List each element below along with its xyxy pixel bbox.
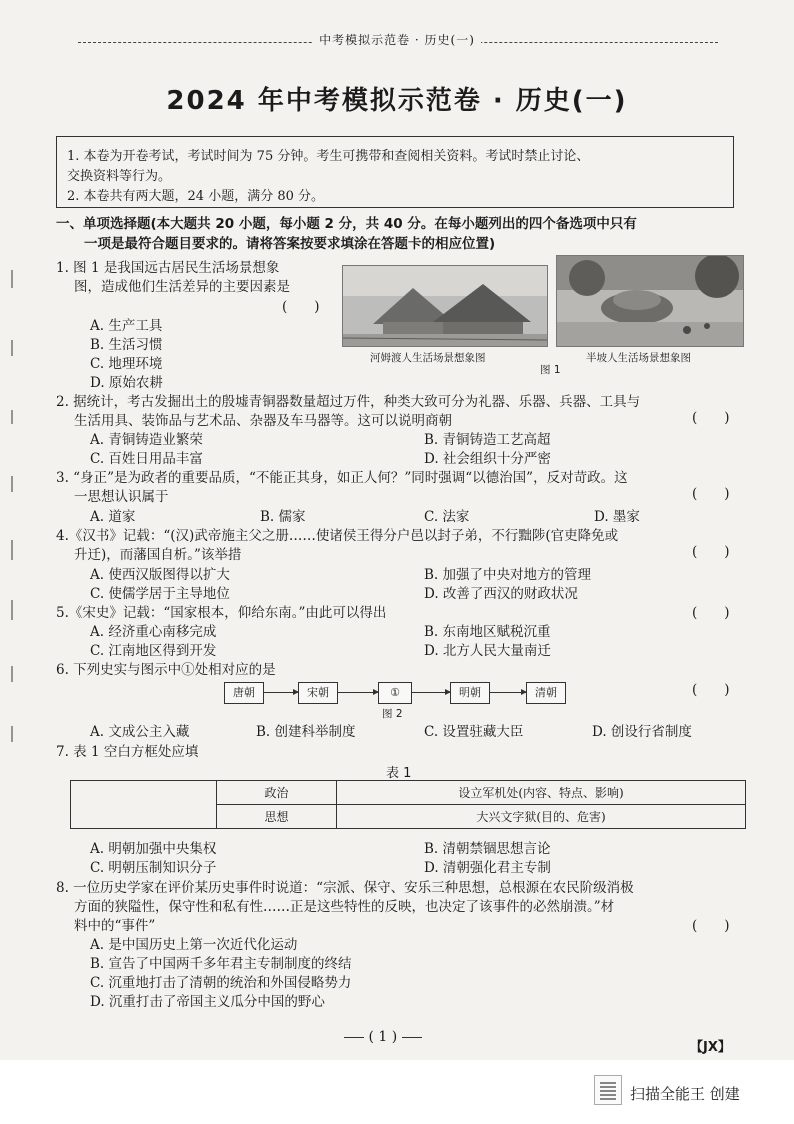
q4-option-d: D. 改善了西汉的财政状况 (424, 586, 578, 602)
flow-box-ming: 明朝 (450, 682, 490, 704)
table-row (71, 781, 746, 805)
q8-stem-3: 料中的“事件” (74, 918, 156, 934)
q2-option-a: A. 青铜铸造业繁荣 (90, 432, 203, 448)
flow-box-song: 宋朝 (298, 682, 338, 704)
section-1-line-2: 一项是最符合题目要求的。请将答案按要求填涂在答题卡的相应位置) (84, 236, 496, 252)
q3-option-c: C. 法家 (424, 509, 470, 525)
table-blank-cell (71, 781, 217, 829)
q7-option-a: A. 明朝加强中央集权 (90, 841, 217, 857)
q7-stem-1: 7. 表 1 空白方框处应填 (56, 744, 199, 760)
q8-option-d: D. 沉重打击了帝国主义瓜分中国的野心 (90, 994, 325, 1010)
q6-option-d: D. 创设行省制度 (592, 724, 692, 740)
q3-stem-1: 3. “身正”是为政者的重要品质，“不能正其身，如正人何？”同时强调“以德治国”，反对苛政。这 (56, 470, 628, 486)
flow-arrow-3 (412, 692, 450, 693)
q4-option-b: B. 加强了中央对地方的管理 (424, 567, 592, 583)
q3-option-d: D. 墨家 (594, 509, 640, 525)
code-mark: 【JX】 (690, 1040, 731, 1055)
q1-option-d: D. 原始农耕 (90, 375, 163, 391)
q6-answer-paren: ( ) (692, 682, 730, 698)
section-1-heading (56, 214, 746, 254)
camscanner-logo-icon (594, 1075, 622, 1105)
q8-option-a: A. 是中国历史上第一次近代化运动 (90, 937, 298, 953)
q5-answer-paren: ( ) (692, 605, 730, 621)
q2-answer-paren: ( ) (692, 410, 730, 426)
q2-stem-2: 生活用具、装饰品与艺术品、杂器及车马器等。这可以说明商朝 (74, 413, 452, 429)
q2-option-d: D. 社会组织十分严密 (424, 451, 551, 467)
q8-stem-1: 8. 一位历史学家在评价某历史事件时说道：“宗派、保守、安乐三种思想，总根源在农民阶级消极 (56, 880, 634, 896)
q5-option-c: C. 江南地区得到开发 (90, 643, 217, 659)
q6-option-c: C. 设置驻藏大臣 (424, 724, 524, 740)
q8-option-b: B. 宣告了中国两千多年君主专制制度的终结 (90, 956, 352, 972)
notice-line-2: 交换资料等行为。 (67, 169, 172, 184)
q3-option-b: B. 儒家 (260, 509, 306, 525)
q1-option-a: A. 生产工具 (90, 318, 163, 334)
page-number: ( 1 ) (344, 1029, 422, 1045)
page-number-value: 1 (378, 1029, 388, 1045)
q4-answer-paren: ( ) (692, 544, 730, 560)
flow-box-qing: 清朝 (526, 682, 566, 704)
notice-line-3: 2. 本卷共有两大题，24 小题，满分 80 分。 (67, 189, 325, 204)
q5-option-d: D. 北方人民大量南迁 (424, 643, 551, 659)
q4-option-c: C. 使儒学居于主导地位 (90, 586, 230, 602)
q4-stem-2: 升迁)，而藩国自析。”该举措 (74, 547, 242, 563)
q1-caption-right: 半坡人生活场景想象图 (586, 352, 691, 364)
q1-answer-paren: ( ) (282, 299, 320, 315)
table-1 (70, 780, 746, 829)
table-cell-thought: 思想 (217, 805, 337, 829)
q3-stem-2: 一思想认识属于 (74, 489, 169, 505)
q8-stem-2: 方面的狭隘性，保守性和私有性……正是这些特性的反映，也决定了该事件的必然崩溃。”材 (74, 899, 615, 915)
q1-stem-1: 1. 图 1 是我国远古居民生活场景想象 (56, 260, 280, 276)
q6-option-b: B. 创建科举制度 (256, 724, 356, 740)
q7-option-d: D. 清朝强化君主专制 (424, 860, 551, 876)
page-title: 2024 年中考模拟示范卷 · 历史(一) (166, 86, 628, 116)
q2-option-b: B. 青铜铸造工艺高超 (424, 432, 551, 448)
q8-option-c: C. 沉重地打击了清朝的统治和外国侵略势力 (90, 975, 352, 991)
table-cell-politics: 政治 (217, 781, 337, 805)
q1-caption-left: 河姆渡人生活场景想象图 (370, 352, 486, 364)
section-1-line-1: 一、单项选择题(本大题共 20 小题，每小题 2 分，共 40 分。在每小题列出的四个备选项中只有 (56, 216, 637, 232)
q4-option-a: A. 使西汉版图得以扩大 (90, 567, 230, 583)
q6-option-a: A. 文成公主入藏 (90, 724, 190, 740)
flow-arrow-4 (490, 692, 526, 693)
flow-arrow-2 (338, 692, 378, 693)
q3-answer-paren: ( ) (692, 486, 730, 502)
q7-option-c: C. 明朝压制知识分子 (90, 860, 217, 876)
q1-option-b: B. 生活习惯 (90, 337, 163, 353)
q2-option-c: C. 百姓日用品丰富 (90, 451, 203, 467)
table-cell-junjichu: 设立军机处(内容、特点、影响) (337, 781, 746, 805)
q1-figure-label: 图 1 (540, 364, 561, 376)
table-cell-wenziyu: 大兴文字狱(目的、危害) (337, 805, 746, 829)
q3-option-a: A. 道家 (90, 509, 136, 525)
exam-notice-box (56, 136, 734, 208)
flow-arrow-1 (264, 692, 298, 693)
flow-box-tang: 唐朝 (224, 682, 264, 704)
q7-option-b: B. 清朝禁锢思想言论 (424, 841, 551, 857)
banpo-scene-image (556, 255, 744, 347)
q5-option-a: A. 经济重心南移完成 (90, 624, 217, 640)
q2-stem-1: 2. 据统计，考古发掘出土的殷墟青铜器数量超过万件，种类大致可分为礼器、乐器、兵器、工具与 (56, 394, 641, 410)
q8-answer-paren: ( ) (692, 918, 730, 934)
q5-option-b: B. 东南地区赋税沉重 (424, 624, 551, 640)
running-header (0, 31, 794, 48)
q6-stem-1: 6. 下列史实与图示中①处相对应的是 (56, 662, 276, 678)
scanner-watermark-text: 扫描全能王 创建 (630, 1085, 740, 1103)
q7-table-label: 表 1 (386, 766, 412, 781)
flow-box-blank: ① (378, 682, 412, 704)
q1-option-c: C. 地理环境 (90, 356, 163, 372)
q1-stem-2: 图，造成他们生活差异的主要因素是 (74, 279, 290, 295)
notice-line-1: 1. 本卷为开卷考试，考试时间为 75 分钟。考生可携带和查阅相关资料。考试时禁止讨论、 (67, 149, 590, 164)
hemudu-scene-image (342, 265, 548, 347)
q6-figure-label: 图 2 (382, 708, 403, 720)
q4-stem-1: 4.《汉书》记载：“(汉)武帝施主父之册……使诸侯王得分户邑以封子弟，不行黜陟(官吏降免或 (56, 528, 619, 544)
binding-margin-marks (6, 270, 18, 750)
running-header-text: 中考模拟示范卷 · 历史(一) (313, 33, 481, 47)
q5-stem-1: 5.《宋史》记载：“国家根本，仰给东南。”由此可以得出 (56, 605, 387, 621)
